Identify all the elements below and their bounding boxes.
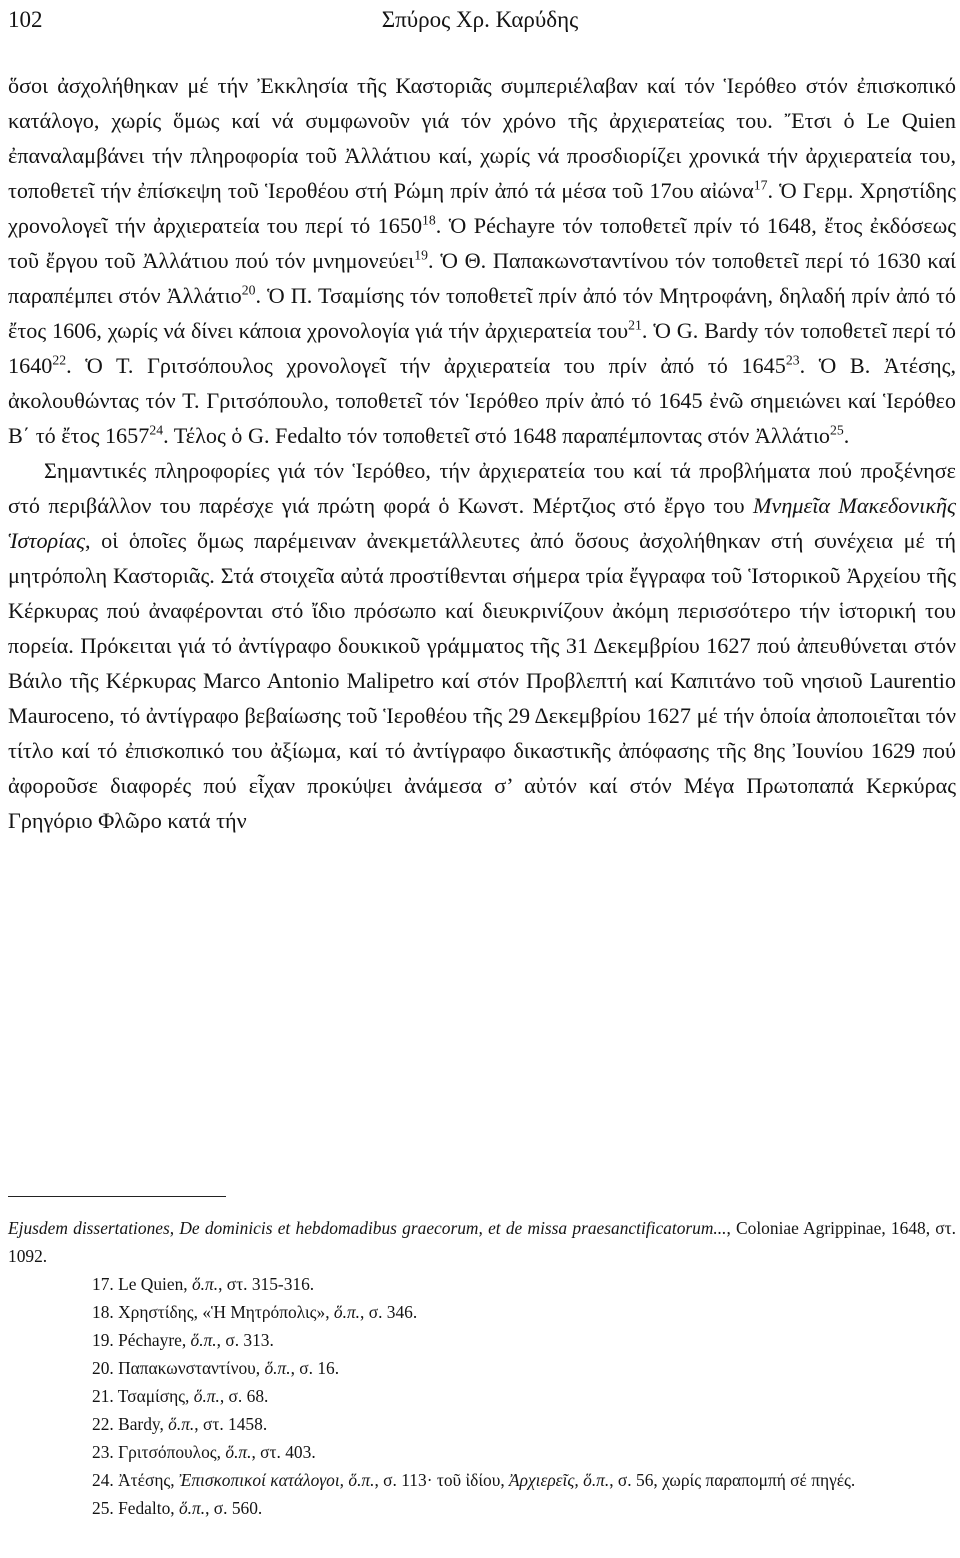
footnote-20: 20. Παπακωνσταντίνου, ὅ.π., σ. 16. bbox=[92, 1358, 340, 1378]
footnote-18: 18. Χρηστίδης, «Ἡ Μητρόπολις», ὅ.π., σ. 346. bbox=[92, 1302, 418, 1322]
page-header bbox=[0, 0, 960, 40]
paragraph-1: ὅσοι ἀσχολήθηκαν μέ τήν Ἐκκλησία τῆς Καστοριᾶς συμπεριέλαβαν καί τόν Ἱερόθεο στόν ἐπισκοπικό κατάλογο, χωρίς ὅμως καί νά συμφωνοῦν γιά τόν χρόνο τῆς ἀρχιερατείας του. Ἔτσι ὁ Le Quien ἐπαναλαμβάνει τήν πληροφορία τοῦ Ἀλλάτιου καί, χωρίς νά προσδιορίζει χρονικά τήν ἀρχιερατεία του, τοποθετεῖ τήν ἐπίσκεψη τοῦ Ἱεροθέου στή Ρώμη πρίν ἀπό τά μέσα τοῦ 17ου αἰώνα$^{17}$. Ὁ Γερμ. Χρηστίδης χρονολογεῖ τήν ἀρχιερατεία του περί τό 1650$^{18}$. Ὁ Péchayre τόν τοποθετεῖ πρίν τό 1648, ἔτος ἐκδόσεως τοῦ ἔργου τοῦ Ἀλλάτιου πού τόν μνημονεύει$^{19}$. Ὁ Θ. Παπακωνσταντίνου τόν τοποθετεῖ περί τό 1630 καί παραπέμπει στόν Ἀλλάτιο$^{20}$. Ὁ Π. Τσαμίσης τόν τοποθετεῖ πρίν ἀπό τόν Μητροφάνη, δηλαδή πρίν ἀπό τό ἔτος 1606, χωρίς νά δίνει κάποια χρονολογία γιά τήν ἀρχιερατεία του$^{21}$. Ὁ G. Bardy τόν τοποθετεῖ περί τό 1640$^{22}$. Ὁ Τ. Γριτσόπουλος χρονολογεῖ τήν ἀρχιερατεία του πρίν ἀπό τό 1645$^{23}$. Ὁ Β. Ἀτέσης, ἀκολουθώντας τόν Τ. Γριτσόπουλο, τοποθετεῖ τόν Ἱερόθεο πρίν ἀπό τό 1645 ἐνῶ σημειώνει καί Ἱερόθεο Β΄ τό ἔτος 1657$^{24}$. Τέλος ὁ G. Fedalto τόν τοποθετεῖ στό 1648 παραπέμποντας στόν Ἀλλάτιο$^{25}$. bbox=[8, 73, 956, 448]
book-title: Μνημεῖα Μακεδονικῆς Ἱστορίας bbox=[8, 493, 956, 553]
running-head: Σπύρος Χρ. Καρύδης bbox=[381, 7, 579, 32]
footnote-divider bbox=[8, 1196, 226, 1197]
footnote-25: 25. Fedalto, ὅ.π., σ. 560. bbox=[92, 1498, 263, 1518]
footnote-ref-21: 21 bbox=[628, 317, 642, 333]
footnote-23: 23. Γριτσόπουλος, ὅ.π., στ. 403. bbox=[92, 1442, 316, 1462]
footnote-ref-20: 20 bbox=[241, 282, 256, 298]
footnote-list bbox=[8, 1270, 956, 1522]
footnote-21: 21. Τσαμίσης, ὅ.π., σ. 68. bbox=[92, 1386, 269, 1406]
main-text bbox=[8, 68, 956, 838]
footnotes bbox=[8, 1214, 956, 1522]
footnote-continuation: Ejusdem dissertationes, De dominicis et hebdomadibus graecorum, et de missa praesanctificatorum..., Coloniae Agrippinae, 1648, στ. 1092. bbox=[8, 1218, 957, 1266]
paragraph-2: Σημαντικές πληροφορίες γιά τόν Ἱερόθεο, τήν ἀρχιερατεία του καί τά προβλήματα πού προξένησε στό περιβάλλον του παρέσχε γιά πρώτη φορά ὁ Κωνστ. Μέρτζιος στό ἔργο του Μνημεῖα Μακεδονικῆς Ἱστορίας, οἱ ὁποῖες ὅμως παρέμειναν ἀνεκμετάλλευτες ἀπό ὅσους ἀσχολήθηκαν στή συνέχεια μέ τή μητρόπολη Καστοριᾶς. Στά στοιχεῖα αὐτά προστίθενται σήμερα τρία ἔγγραφα τοῦ Ἱστορικοῦ Ἀρχείου τῆς Κέρκυρας πού ἀναφέρονται στό ἴδιο πρόσωπο καί διευκρινίζουν ἀκόμη περισσότερο τήν ἱστορική του πορεία. Πρόκειται γιά τό ἀντίγραφο δουκικοῦ γράμματος τῆς 31 Δεκεμβρίου 1627 πού ἀπευθύνεται στόν Βάιλο τῆς Κέρκυρας Marco Antonio Malipetro καί στόν Προβλεπτή καί Καπιτάνο τοῦ νησιοῦ Laurentio Mauroceno, τό ἀντίγραφο βεβαίωσης τοῦ Ἱεροθέου τῆς 29 Δεκεμβρίου 1627 μέ τήν ὁποία ἀποποιεῖται τόν τίτλο καί τό ἐπισκοπικό του ἀξίωμα, καί τό ἀντίγραφο δικαστικῆς ἀπόφασης τῆς 8ης Ἰουνίου 1629 πού ἀφοροῦσε διαφορές πού εἶχαν προκύψει ἀνάμεσα σ’ αὐτόν καί στόν Μέγα Πρωτοπαπά Κερκύρας Γρηγόριο Φλῶρο κατά τήν bbox=[8, 458, 956, 833]
footnote-ref-23: 23 bbox=[785, 352, 800, 368]
footnote-ref-24: 24 bbox=[149, 422, 164, 438]
footnote-ref-18: 18 bbox=[422, 212, 436, 228]
footnote-22: 22. Bardy, ὅ.π., στ. 1458. bbox=[92, 1414, 268, 1434]
footnote-19: 19. Péchayre, ὅ.π., σ. 313. bbox=[92, 1330, 274, 1350]
footnote-ref-17: 17 bbox=[753, 177, 768, 193]
page-number: 102 bbox=[8, 7, 43, 32]
footnote-24: 24. Ἀτέσης, Ἐπισκοπικοί κατάλογοι, ὅ.π., σ. 113· τοῦ ἰδίου, Ἀρχιερεῖς, ὅ.π., σ. 56, χωρίς παραπομπή σέ πηγές. bbox=[92, 1470, 856, 1490]
footnote-ref-22: 22 bbox=[52, 352, 67, 368]
footnote-ref-19: 19 bbox=[414, 247, 429, 263]
footnote-ref-25: 25 bbox=[830, 422, 844, 438]
footnote-17: 17. Le Quien, ὅ.π., στ. 315-316. bbox=[92, 1274, 315, 1294]
